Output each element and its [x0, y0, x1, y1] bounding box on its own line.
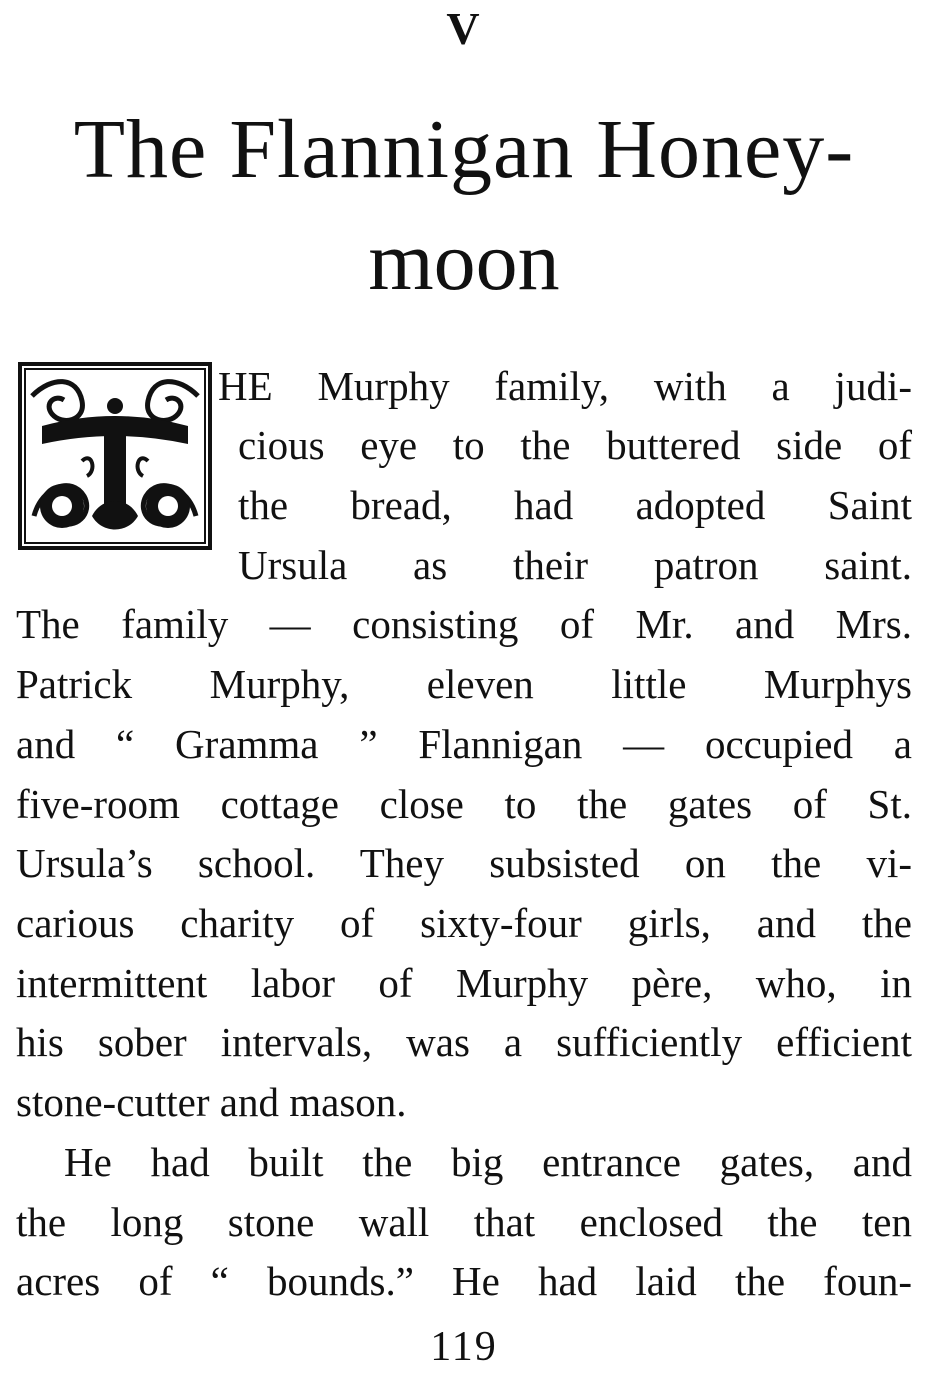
text-line: his sober intervals, was a sufficiently efficient — [16, 1019, 912, 1065]
text-line: the long stone wall that enclosed the ten — [16, 1199, 912, 1245]
text-line: carious charity of sixty-four girls, and the — [16, 900, 912, 946]
page-number: 119 — [430, 1324, 498, 1370]
text-line: intermittent labor of Murphy père, who, in — [16, 960, 912, 1006]
text-line: and “ Gramma ” Flannigan — occupied a — [16, 721, 912, 767]
text-line: HE Murphy family, with a judi- — [218, 363, 912, 409]
text-line: the bread, had adopted Saint — [238, 482, 912, 528]
text-line: cious eye to the buttered side of — [238, 422, 912, 468]
text-line: He had built the big entrance gates, and — [64, 1139, 912, 1185]
chapter-number: V — [446, 3, 482, 54]
text-line: Ursula as their patron saint. — [238, 542, 912, 588]
text-line: stone-cutter and mason. — [16, 1079, 407, 1125]
ornamental-drop-cap-t — [18, 362, 212, 550]
text-line: Patrick Murphy, eleven little Murphys — [16, 661, 912, 707]
chapter-title-line-1: The Flannigan Honey- — [73, 103, 855, 196]
text-line: five-room cottage close to the gates of St. — [16, 781, 912, 827]
text-line: Ursula’s school. They subsisted on the vi- — [16, 840, 912, 886]
chapter-title-line-2: moon — [368, 215, 560, 308]
text-line: The family — consisting of Mr. and Mrs. — [16, 601, 912, 647]
text-line: acres of “ bounds.” He had laid the foun- — [16, 1258, 912, 1304]
